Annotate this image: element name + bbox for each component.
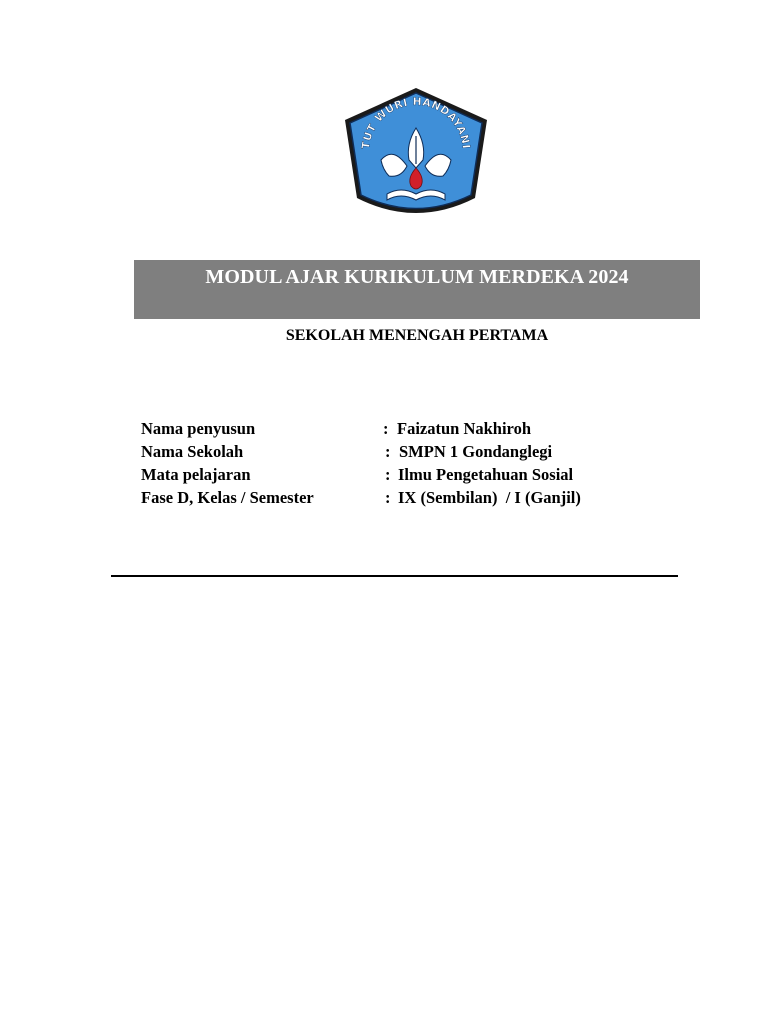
info-value: Ilmu Pengetahuan Sosial	[398, 465, 574, 484]
info-label: Nama Sekolah	[141, 442, 244, 461]
document-title: MODUL AJAR KURIKULUM MERDEKA 2024	[205, 266, 629, 288]
info-label: Mata pelajaran	[141, 465, 251, 484]
info-colon: :	[385, 488, 391, 507]
info-colon: :	[385, 442, 391, 461]
logo-motto: TUT WURI HANDAYANI	[359, 95, 472, 150]
info-colon: :	[383, 419, 389, 438]
info-value: Faizatun Nakhiroh	[397, 419, 532, 438]
info-value: IX (Sembilan) / I (Ganjil)	[398, 488, 581, 507]
document-subtitle: SEKOLAH MENENGAH PERTAMA	[285, 327, 549, 344]
tut-wuri-handayani-logo	[343, 86, 489, 222]
info-label: Fase D, Kelas / Semester	[141, 488, 314, 507]
horizontal-rule	[111, 575, 678, 577]
info-colon: :	[385, 465, 391, 484]
title-band	[134, 260, 700, 319]
info-value: SMPN 1 Gondanglegi	[399, 442, 553, 461]
info-label: Nama penyusun	[141, 419, 256, 438]
